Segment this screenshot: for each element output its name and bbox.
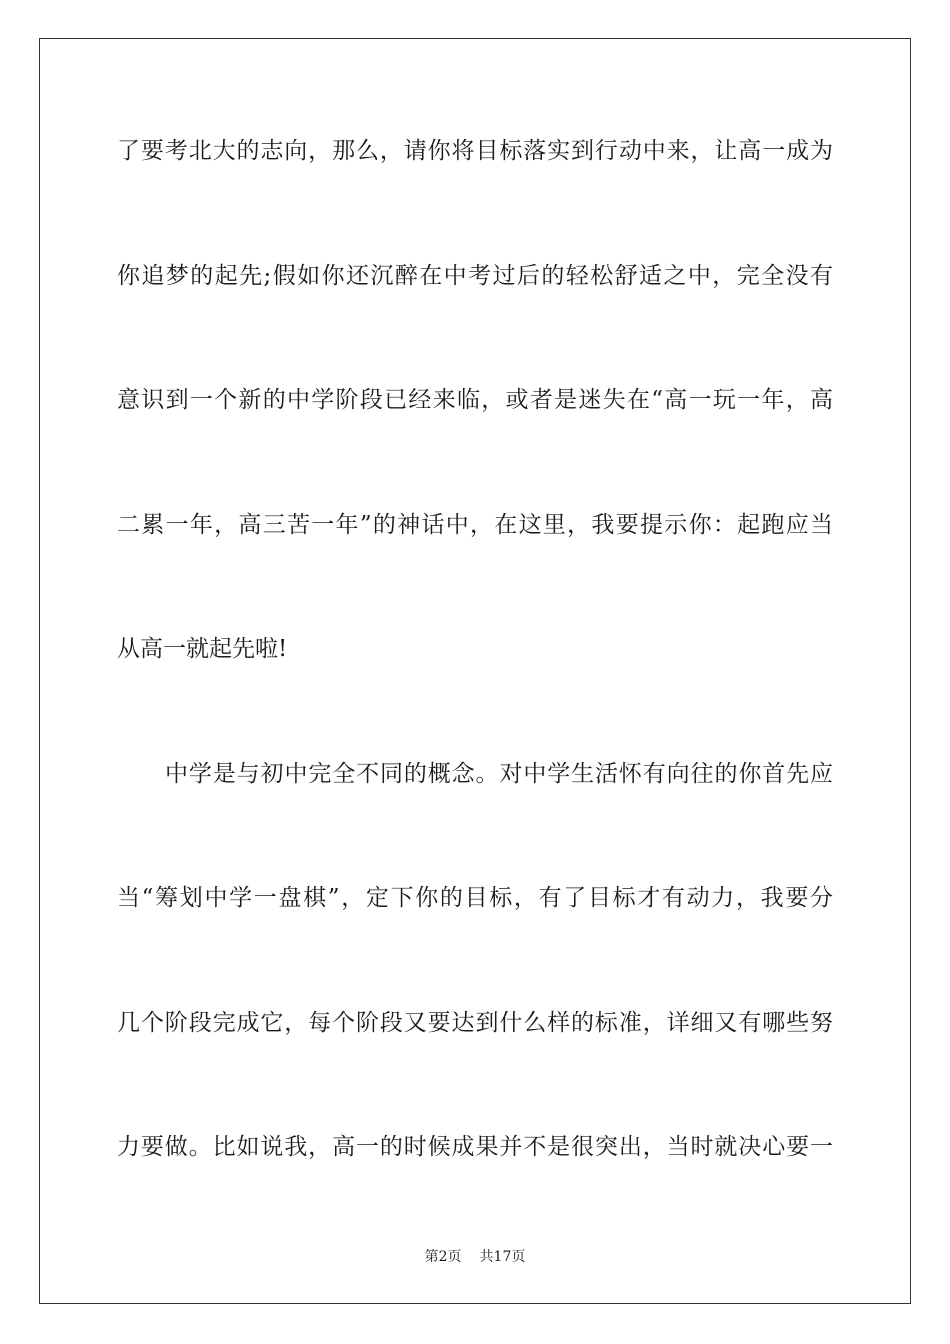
page-footer <box>0 1248 950 1266</box>
text-line: 意识到一个新的中学阶段已经来临，或者是迷失在“高一玩一年，高 <box>117 387 833 413</box>
text-line: 几个阶段完成它，每个阶段又要达到什么样的标准，详细又有哪些努 <box>117 1010 833 1036</box>
page-total: 共17页 <box>479 1249 526 1265</box>
page-border <box>39 38 911 1304</box>
text-line: 力要做。比如说我，高一的时候成果并不是很突出，当时就决心要一 <box>117 1134 833 1160</box>
text-line: 从高一就起先啦! <box>117 636 288 662</box>
text-line: 你追梦的起先;假如你还沉醉在中考过后的轻松舒适之中，完全没有 <box>117 263 833 289</box>
paragraph-first-line: 中学是与初中完全不同的概念。对中学生活怀有向往的你首先应 <box>165 761 833 787</box>
text-line: 了要考北大的志向，那么，请你将目标落实到行动中来，让高一成为 <box>117 138 833 164</box>
text-line: 当“筹划中学一盘棋”，定下你的目标，有了目标才有动力，我要分 <box>117 885 833 911</box>
page-number: 第2页 <box>424 1249 462 1265</box>
text-line: 二累一年，高三苦一年”的神话中，在这里，我要提示你：起跑应当 <box>117 512 833 538</box>
